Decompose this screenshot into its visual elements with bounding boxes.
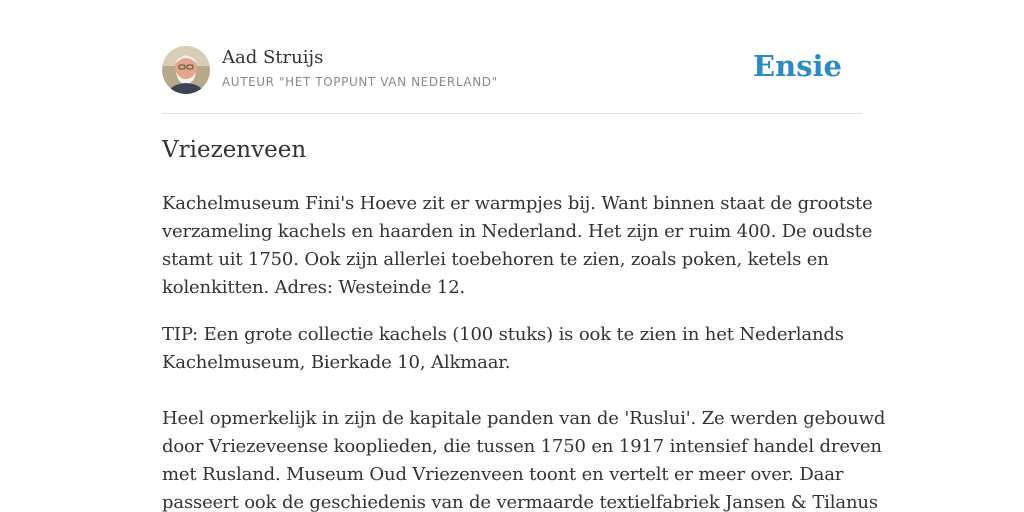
text-line: stamt uit 1750. Ook zijn allerlei toebehoren te zien, zoals poken, ketels en <box>162 249 829 270</box>
header-divider <box>162 113 862 114</box>
text-line: Kachelmuseum Fini's Hoeve zit er warmpjes bij. Want binnen staat de grootste <box>162 193 873 214</box>
text-line: met Rusland. Museum Oud Vriezenveen toont en vertelt er meer over. Daar <box>162 464 844 485</box>
ensie-logo[interactable]: Ensie <box>753 49 842 83</box>
entry-body <box>162 190 886 512</box>
text-line: Kachelmuseum, Bierkade 10, Alkmaar. <box>162 352 511 373</box>
entry-paragraph-3 <box>162 405 886 512</box>
avatar-photo <box>162 46 210 94</box>
text-line: verzameling kachels en haarden in Nederland. Het zijn er ruim 400. De oudste <box>162 221 873 242</box>
text-line: passeert ook de geschiedenis van de vermaarde textielfabriek Jansen & Tilanus <box>162 492 878 512</box>
entry-title: Vriezenveen <box>162 137 307 163</box>
author-subtitle: AUTEUR "HET TOPPUNT VAN NEDERLAND" <box>222 75 498 89</box>
entry-paragraph-1 <box>162 190 873 302</box>
text-line: TIP: Een grote collectie kachels (100 stuks) is ook te zien in het Nederlands <box>162 324 844 345</box>
author-header <box>162 46 862 96</box>
text-line: Heel opmerkelijk in zijn de kapitale panden van de 'Ruslui'. Ze werden gebouwd <box>162 408 886 429</box>
entry-paragraph-2 <box>162 321 862 377</box>
avatar[interactable] <box>162 46 210 94</box>
author-name[interactable]: Aad Struijs <box>222 47 324 68</box>
text-line: door Vriezeveense kooplieden, die tussen 1750 en 1917 intensief handel dreven <box>162 436 882 457</box>
text-line: kolenkitten. Adres: Westeinde 12. <box>162 277 466 298</box>
